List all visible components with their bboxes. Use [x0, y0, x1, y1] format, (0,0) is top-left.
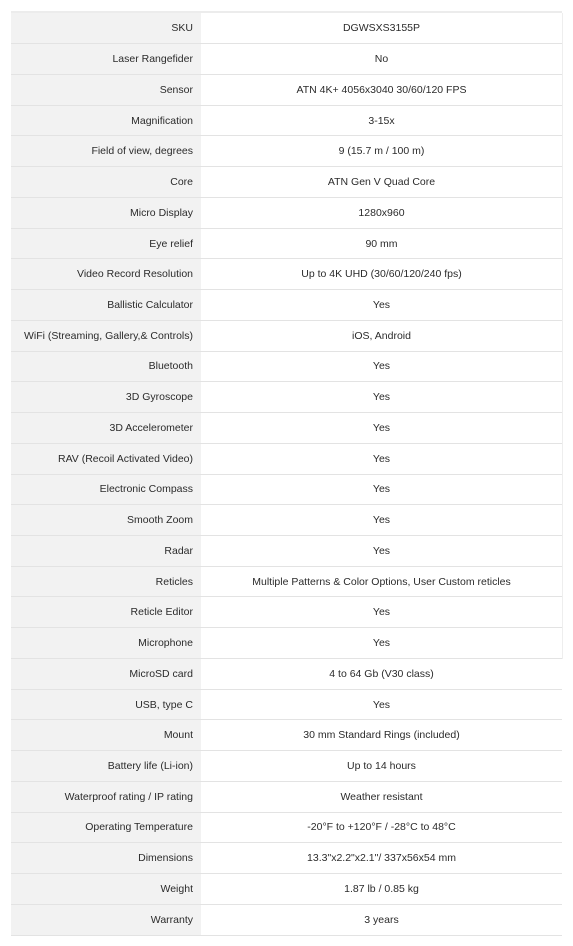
spec-label: Micro Display [11, 197, 201, 228]
spec-label: RAV (Recoil Activated Video) [11, 443, 201, 474]
table-row [11, 781, 562, 812]
table-row [11, 197, 562, 228]
spec-value: 13.3"x2.2"x2.1"/ 337x56x54 mm [201, 843, 562, 874]
table-row [11, 320, 562, 351]
table-row [11, 566, 562, 597]
spec-value: Yes [201, 535, 562, 566]
spec-value: Multiple Patterns & Color Options, User Custom reticles [201, 566, 562, 597]
spec-label: SKU [11, 13, 201, 44]
table-row [11, 351, 562, 382]
spec-label: Battery life (Li-ion) [11, 751, 201, 782]
table-row [11, 505, 562, 536]
spec-value: -20°F to +120°F / -28°C to 48°C [201, 812, 562, 843]
spec-value: 3-15x [201, 105, 562, 136]
spec-value: No [201, 44, 562, 75]
spec-value: ATN Gen V Quad Core [201, 167, 562, 198]
spec-value: ATN 4K+ 4056x3040 30/60/120 FPS [201, 74, 562, 105]
spec-label: Mount [11, 720, 201, 751]
table-row [11, 535, 562, 566]
spec-label: Waterproof rating / IP rating [11, 781, 201, 812]
spec-value: Yes [201, 505, 562, 536]
table-row [11, 843, 562, 874]
spec-value: 90 mm [201, 228, 562, 259]
table-row [11, 597, 562, 628]
table-row [11, 658, 562, 689]
spec-label: Operating Temperature [11, 812, 201, 843]
spec-label: Video Record Resolution [11, 259, 201, 290]
spec-label: 3D Gyroscope [11, 382, 201, 413]
spec-value: 4 to 64 Gb (V30 class) [201, 658, 562, 689]
spec-value: Yes [201, 413, 562, 444]
spec-label: Smooth Zoom [11, 505, 201, 536]
spec-label: MicroSD card [11, 658, 201, 689]
spec-value: Yes [201, 443, 562, 474]
table-row [11, 228, 562, 259]
spec-value: Up to 14 hours [201, 751, 562, 782]
spec-value: Up to 4K UHD (30/60/120/240 fps) [201, 259, 562, 290]
spec-label: 3D Accelerometer [11, 413, 201, 444]
table-row [11, 105, 562, 136]
spec-value: Yes [201, 628, 562, 659]
spec-value: Yes [201, 351, 562, 382]
table-row [11, 259, 562, 290]
spec-value: Yes [201, 597, 562, 628]
spec-label: Core [11, 167, 201, 198]
spec-label: Sensor [11, 74, 201, 105]
table-row [11, 44, 562, 75]
table-row [11, 720, 562, 751]
table-row [11, 443, 562, 474]
spec-value: Yes [201, 290, 562, 321]
spec-label: Weight [11, 874, 201, 905]
spec-value: 3 years [201, 904, 562, 935]
table-row [11, 13, 562, 44]
spec-value: 30 mm Standard Rings (included) [201, 720, 562, 751]
spec-label: Microphone [11, 628, 201, 659]
spec-value: Yes [201, 382, 562, 413]
table-row [11, 904, 562, 935]
table-row [11, 413, 562, 444]
spec-label: USB, type C [11, 689, 201, 720]
table-row [11, 167, 562, 198]
spec-value: Weather resistant [201, 781, 562, 812]
spec-label: Eye relief [11, 228, 201, 259]
spec-value: DGWSXS3155P [201, 13, 562, 44]
table-row [11, 874, 562, 905]
specifications-table [11, 13, 562, 936]
spec-label: Radar [11, 535, 201, 566]
spec-label: Reticle Editor [11, 597, 201, 628]
table-row [11, 628, 562, 659]
spec-label: Magnification [11, 105, 201, 136]
table-row [11, 74, 562, 105]
table-row [11, 812, 562, 843]
table-row [11, 382, 562, 413]
spec-value: 9 (15.7 m / 100 m) [201, 136, 562, 167]
spec-label: Field of view, degrees [11, 136, 201, 167]
specifications-table-body [11, 13, 562, 935]
table-row [11, 290, 562, 321]
table-row [11, 751, 562, 782]
table-row [11, 474, 562, 505]
spec-label: Ballistic Calculator [11, 290, 201, 321]
table-row [11, 689, 562, 720]
spec-value: iOS, Android [201, 320, 562, 351]
spec-label: Warranty [11, 904, 201, 935]
spec-label: WiFi (Streaming, Gallery,& Controls) [11, 320, 201, 351]
spec-label: Reticles [11, 566, 201, 597]
spec-label: Laser Rangefider [11, 44, 201, 75]
spec-label: Electronic Compass [11, 474, 201, 505]
spec-value: 1.87 lb / 0.85 kg [201, 874, 562, 905]
spec-value: Yes [201, 689, 562, 720]
spec-label: Dimensions [11, 843, 201, 874]
spec-value: Yes [201, 474, 562, 505]
spec-label: Bluetooth [11, 351, 201, 382]
spec-value: 1280x960 [201, 197, 562, 228]
table-row [11, 136, 562, 167]
